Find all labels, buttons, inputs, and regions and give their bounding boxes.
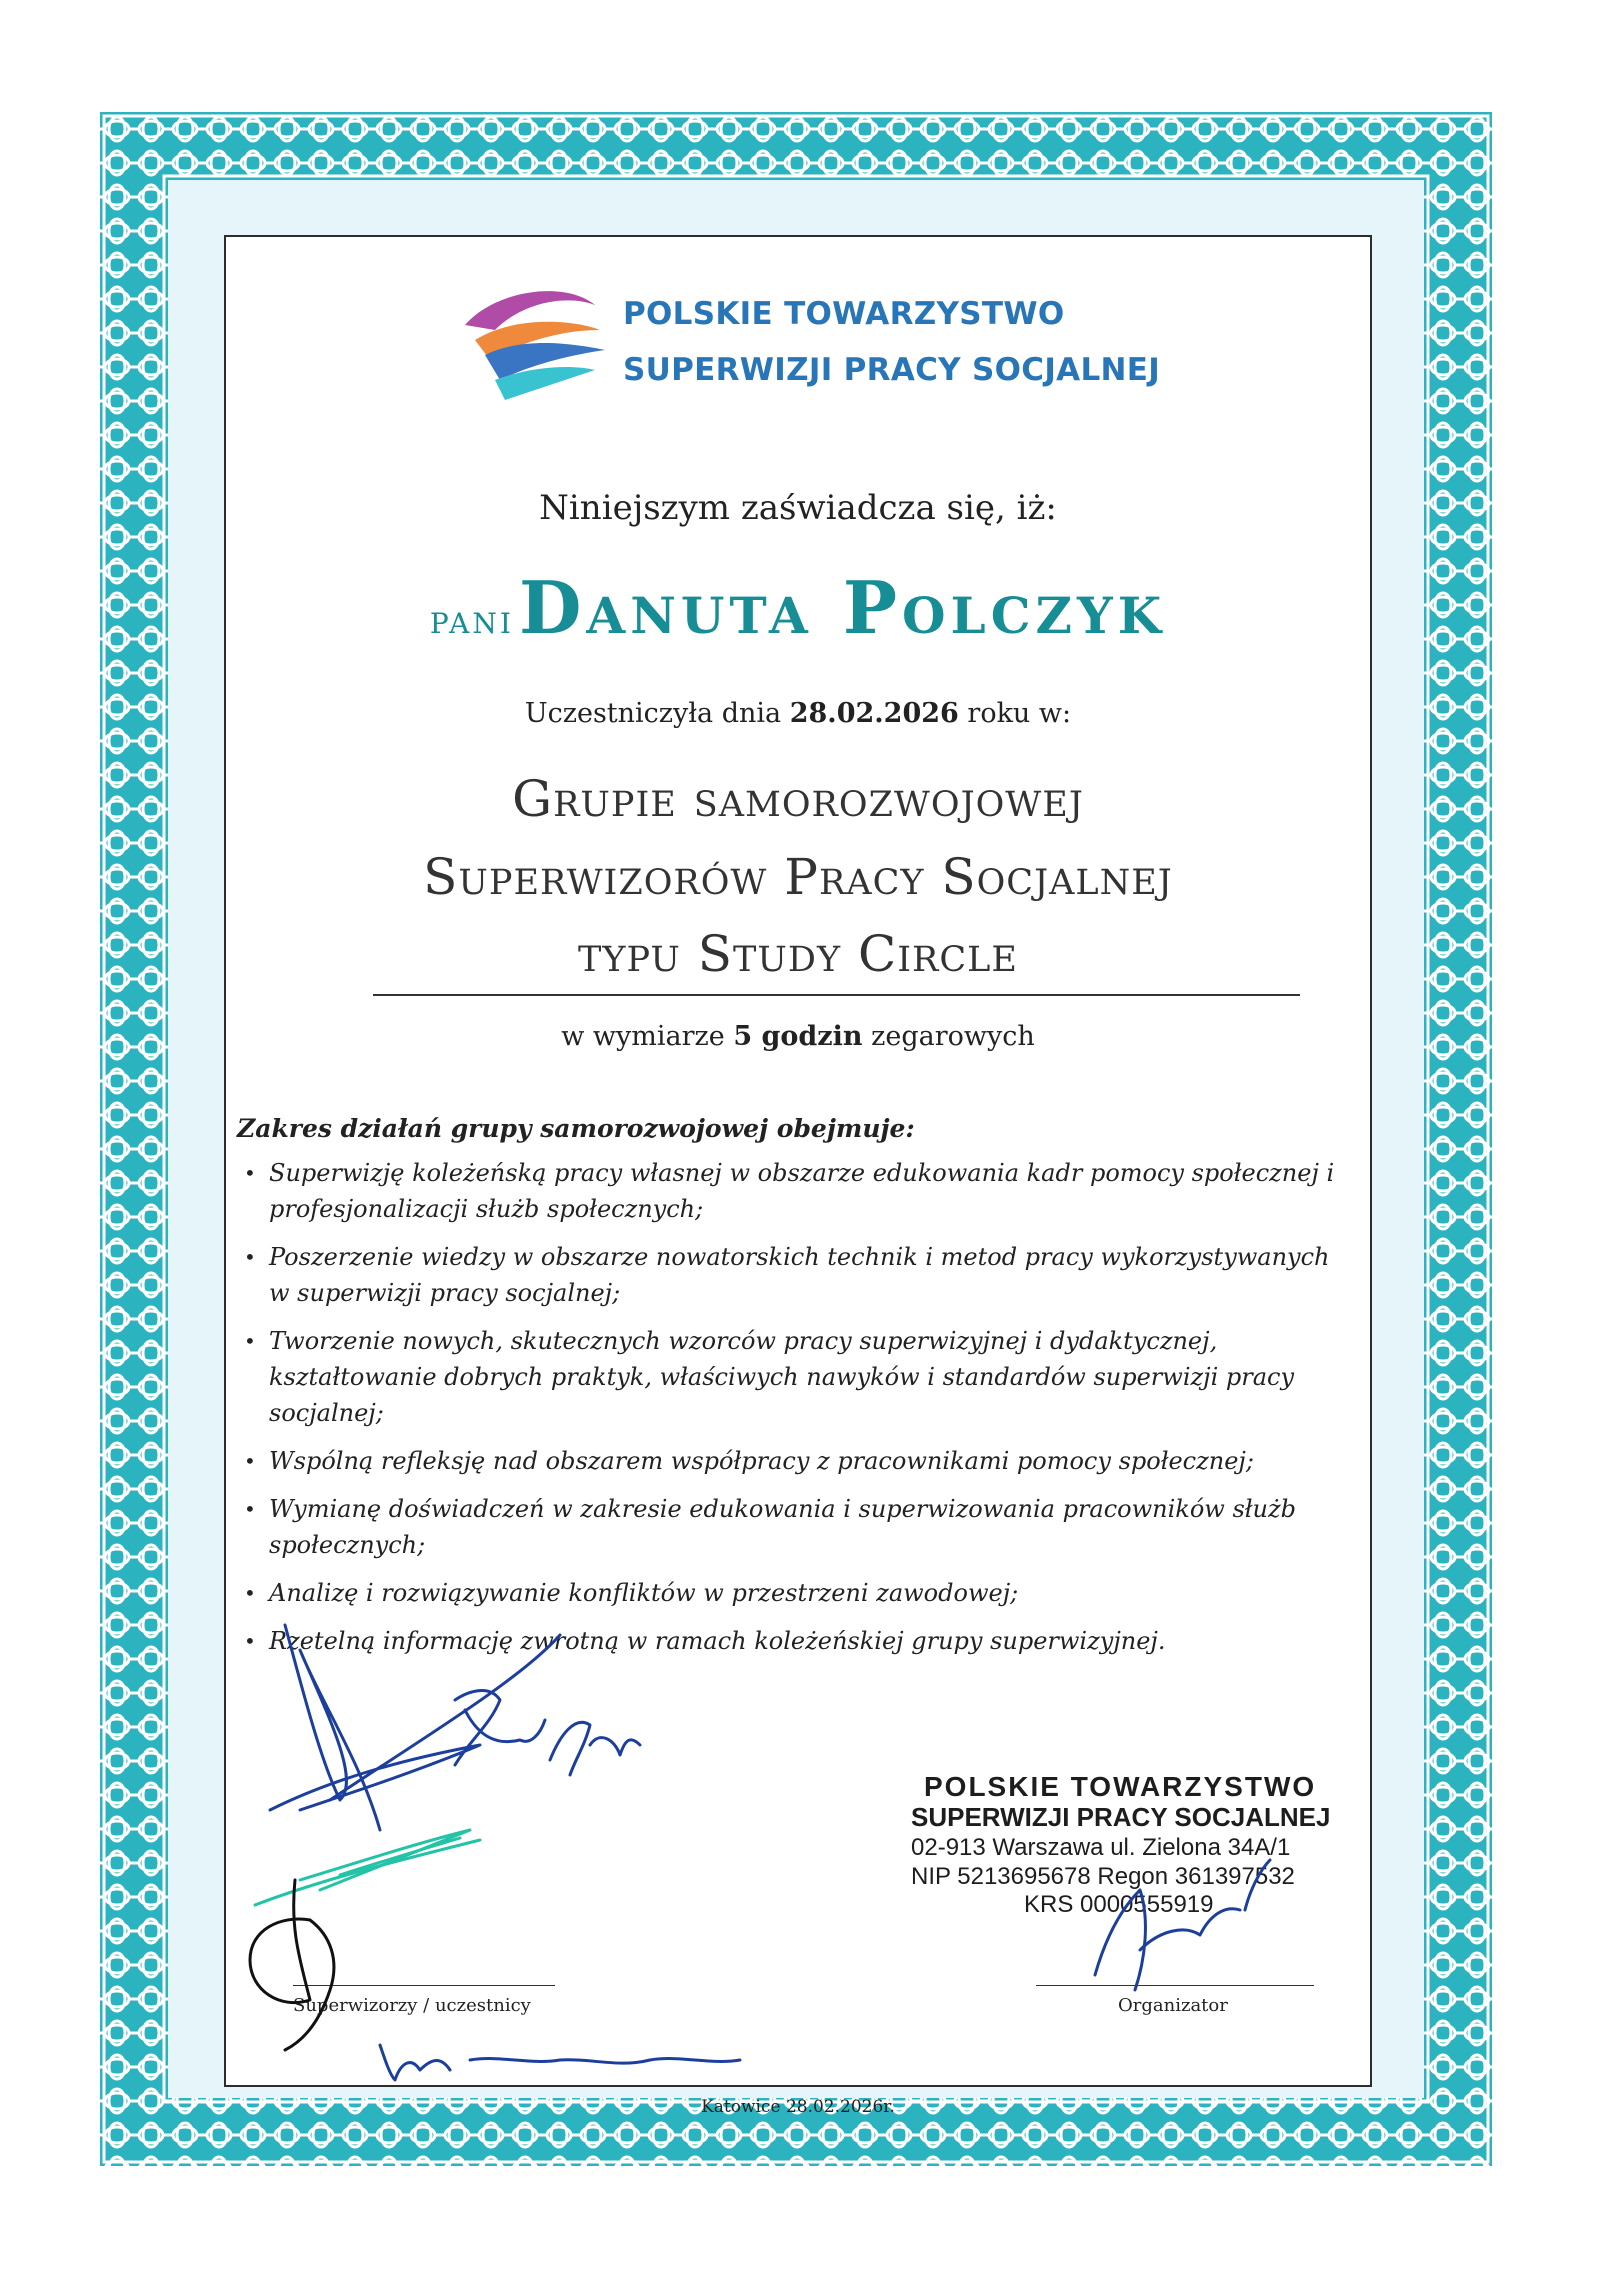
scope-item-text: Superwizję koleżeńską pracy własnej w obszarze edukowania kadr pomocy społecznej i profesjonalizacji służb społecznych;: [269, 1159, 1335, 1223]
scope-list-item: [244, 1323, 1344, 1431]
stamp-krs: KRS 0000555919: [1024, 1891, 1214, 1918]
scope-item-text: Poszerzenie wiedzy w obszarze nowatorskich technik i metod pracy wykorzystywanych w superwizji pracy socjalnej;: [269, 1243, 1330, 1307]
swirl-ribbon-logo-icon: [455, 270, 610, 410]
duration-prefix: w wymiarze: [561, 1021, 725, 1052]
scope-list-item: [244, 1155, 1344, 1227]
bullet-icon: •: [244, 1629, 256, 1653]
participants-signature-line: [293, 1985, 555, 1986]
bullet-icon: •: [244, 1449, 256, 1473]
bullet-icon: •: [244, 1245, 256, 1269]
scope-item-text: Wymianę doświadczeń w zakresie edukowania i superwizowania pracowników służb społecznych;: [269, 1495, 1297, 1559]
duration-suffix: zegarowych: [871, 1021, 1035, 1052]
stamp-nip-regon: NIP 5213695678 Regon 361397532: [911, 1863, 1295, 1890]
scope-item-text: Analizę i rozwiązywanie konfliktów w przestrzeni zawodowej;: [269, 1579, 1019, 1607]
org-name-line1: POLSKIE TOWARZYSTWO: [623, 296, 1065, 332]
participation-date: 28.02.2026: [789, 698, 959, 729]
scope-list: [244, 1155, 1344, 1671]
participation-line: [224, 698, 1372, 729]
scope-list-item: [244, 1623, 1344, 1659]
certify-intro: Niniejszym zaświadcza się, iż:: [539, 488, 1057, 528]
org-name-line2: SUPERWIZJI PRACY SOCJALNEJ: [623, 352, 1161, 388]
organizer-signature-line: [1036, 1985, 1314, 1986]
event-title-line2: Superwizorów Pracy Socjalnej: [423, 848, 1173, 906]
scope-list-item: [244, 1491, 1344, 1563]
event-title-line1: Grupie samorozwojowej: [512, 770, 1084, 828]
duration-value: 5 godzin: [733, 1021, 863, 1052]
scope-item-text: Rzetelną informację zwrotną w ramach koleżeńskiej grupy superwizyjnej.: [269, 1627, 1166, 1655]
bullet-icon: •: [244, 1161, 256, 1185]
stamp-org-line2: SUPERWIZJI PRACY SOCJALNEJ: [911, 1802, 1331, 1832]
event-title-line3: typu Study Circle: [578, 925, 1018, 983]
participants-caption: Superwizorzy / uczestnicy: [293, 1995, 531, 2016]
scope-item-text: Tworzenie nowych, skutecznych wzorców pracy superwizyjnej i dydaktycznej, kształtowanie dobrych praktyk, właściwych nawyków i standardów superwizji pracy socjalnej;: [269, 1327, 1295, 1427]
scope-list-item: [244, 1443, 1344, 1479]
participation-prefix: Uczestniczyła dnia: [524, 698, 782, 729]
scope-item-text: Wspólną refleksję nad obszarem współpracy z pracownikami pomocy społecznej;: [269, 1447, 1254, 1475]
recipient-name: Danuta Polczyk: [518, 565, 1167, 650]
bullet-icon: •: [244, 1329, 256, 1353]
scope-list-item: [244, 1575, 1344, 1611]
organizer-caption: Organizator: [1118, 1995, 1228, 2016]
bullet-icon: •: [244, 1497, 256, 1521]
recipient-title: pani: [429, 597, 514, 643]
recipient: [224, 565, 1372, 650]
scope-list-item: [244, 1239, 1344, 1311]
stamp-org-line1: POLSKIE TOWARZYSTWO: [924, 1771, 1317, 1802]
duration-line: [224, 1021, 1372, 1052]
bullet-icon: •: [244, 1581, 256, 1605]
place-date: Katowice 28.02.2026r.: [701, 2097, 895, 2117]
participation-suffix: roku w:: [967, 698, 1072, 729]
stamp-address: 02-913 Warszawa ul. Zielona 34A/1: [911, 1834, 1291, 1861]
scope-heading: Zakres działań grupy samorozwojowej obejmuje:: [237, 1114, 915, 1143]
divider: [373, 994, 1300, 996]
